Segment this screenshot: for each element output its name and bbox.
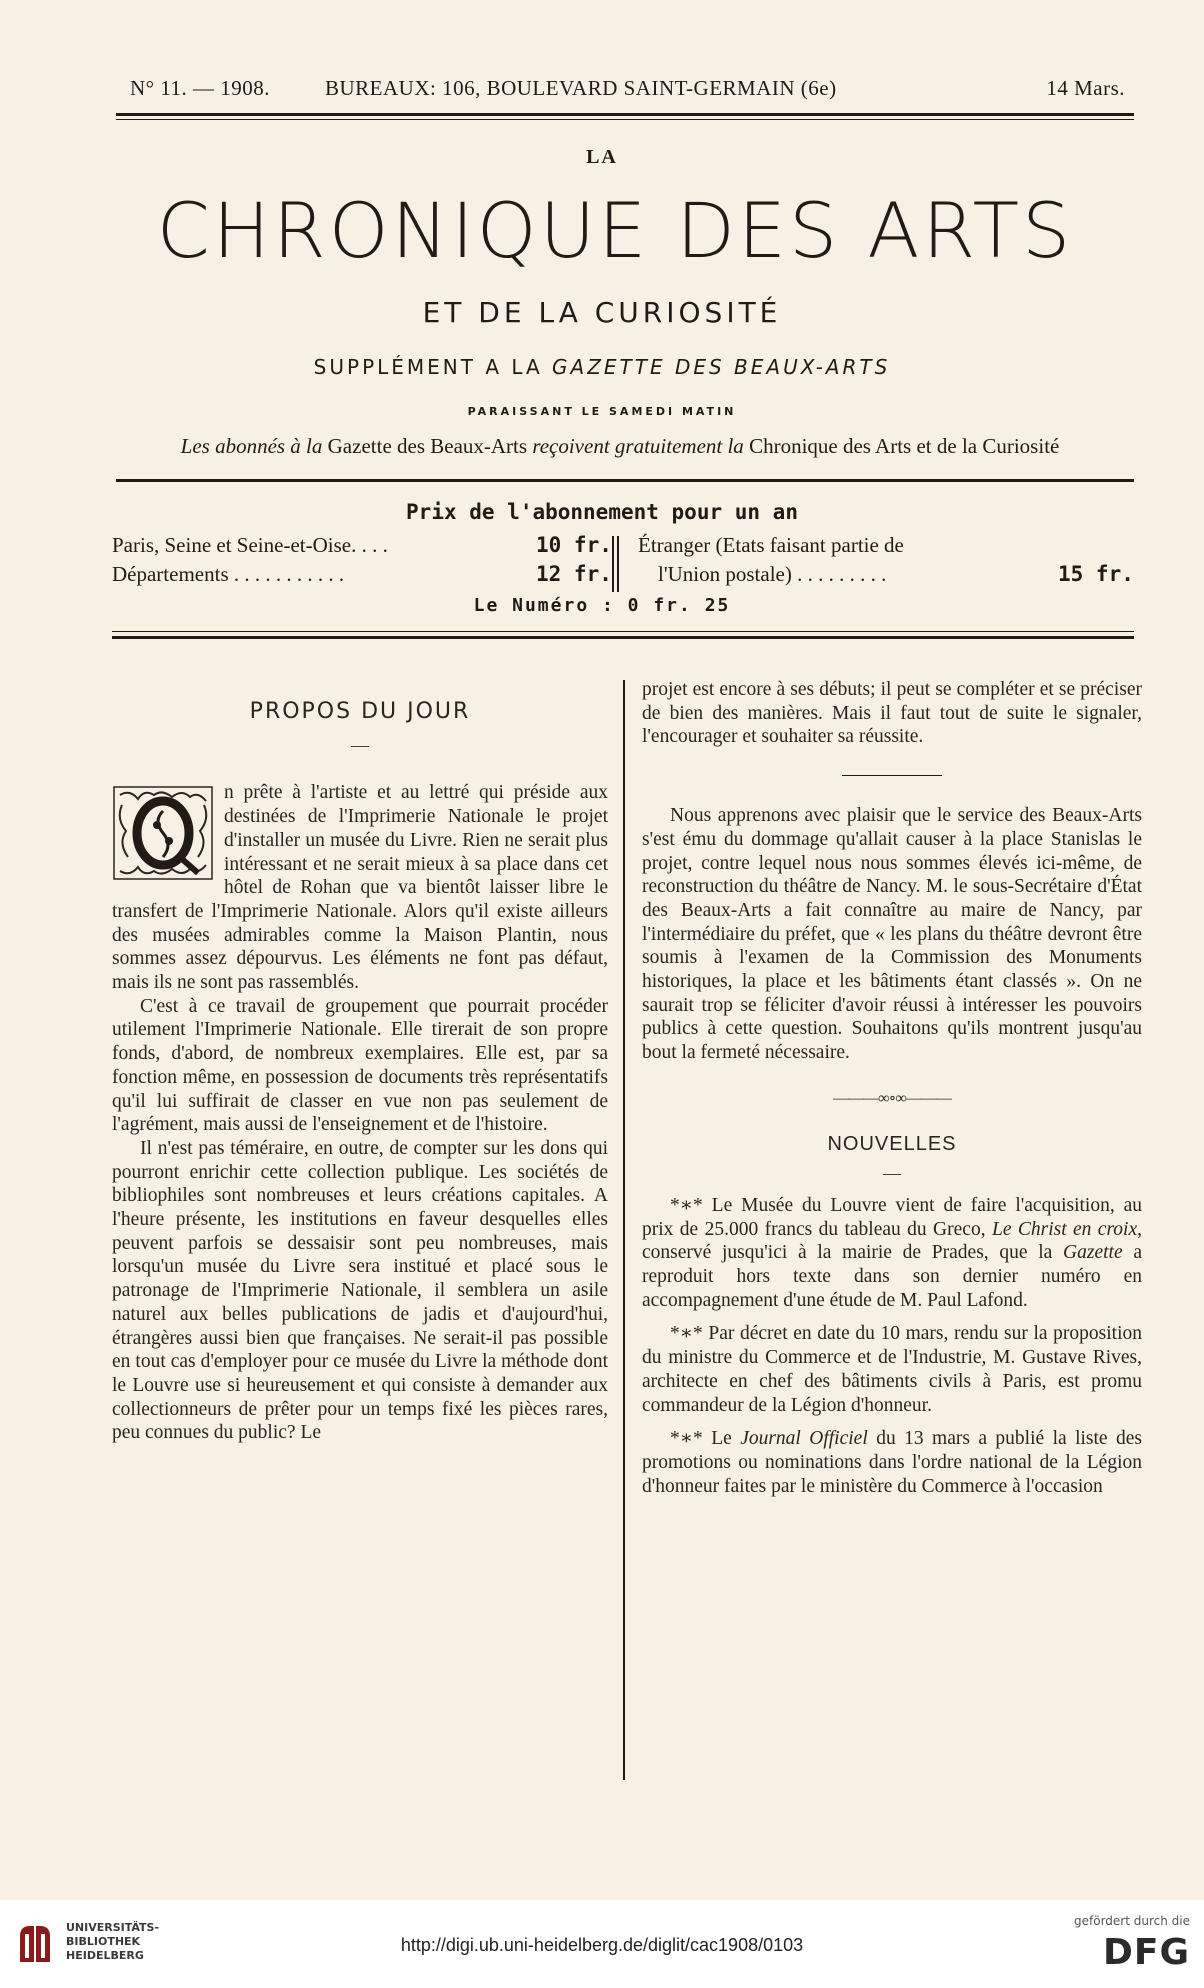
news-item-louvre <box>642 1194 1142 1313</box>
foreign-price: 15 fr. <box>1058 562 1134 586</box>
subscribers-text-4: Chronique des Arts et de la Curiosité <box>749 434 1060 458</box>
dfg-logo: DFG <box>1102 1932 1190 1973</box>
right-column <box>642 678 1142 1498</box>
subscription-rule <box>112 636 1134 639</box>
asterism-icon: *∗* <box>670 1428 703 1450</box>
subscription-rule-thin <box>112 631 1134 632</box>
news-journal-title: Journal Officiel <box>740 1428 868 1450</box>
news-louvre-text-c: , conservé jusqu'ici à la mairie de Prades, que la <box>642 1218 1143 1264</box>
news-louvre-text-a: Le Musée du Louvre vient de faire l'acquisition, au prix de 25.000 francs du tableau du Greco, <box>642 1194 1142 1240</box>
ornamental-separator: ———∞∘∞——— <box>833 1089 951 1107</box>
propos-paragraph-3: Il n'est pas téméraire, en outre, de compter sur les dons qui pourront enrichir cette collection publique. Les sociétés de bibliophiles sont nombreuses et leurs créations capitales. A l'heure présente, les institutions en faveur desquelles elles peuvent parfois se dessaisir sont peu nombreuses, mais lorsqu'un musée du Livre sera institué et placé sous le patronage de l'Imprimerie Nationale, il semblera un asile naturel aux belles publications de jadis et d'aujourd'hui, étrangères aussi bien que françaises. Ne serait-il pas possible en tout cas d'employer pour ce musée du Livre la méthode dont le Louvre use si heureusement et qui consiste à demander aux collectionneurs de prêter pour un temps fixé les pièces rares, peu connues du public? Le <box>112 1137 608 1444</box>
subscription-divider-2 <box>617 536 619 592</box>
propos-dash: — <box>351 734 369 755</box>
supplement-prefix: SUPPLÉMENT A LA <box>313 355 543 379</box>
supplement-line <box>0 355 1204 379</box>
ornamental-dropcap-o-icon <box>112 785 214 881</box>
paris-price: 10 fr. <box>536 533 612 557</box>
funded-by-label: gefördert durch die <box>1074 1914 1190 1928</box>
propos-continuation: projet est encore à ses débuts; il peut se compléter et se préciser de bien des manières. Mais il faut tout de suite le signaler, l'encourager et souhaiter sa réussite. <box>642 679 1142 748</box>
nouvelles-title: NOUVELLES <box>827 1132 957 1155</box>
propos-title: PROPOS DU JOUR <box>249 699 471 724</box>
foreign-label-2: l'Union postale) . . . . . . . . . <box>658 562 887 586</box>
supplement-title: GAZETTE DES BEAUX-ARTS <box>552 355 891 379</box>
asterism-icon: *∗* <box>670 1323 703 1345</box>
news-decret-text: Par décret en date du 10 mars, rendu sur la proposition du ministre du Commerce et de l'Industrie, M. Gustave Rives, architecte en chef des bâtiments civils à Paris, est promu commandeur de la Légion d'honneur. <box>642 1323 1142 1416</box>
subscribers-text-3: reçoivent gratuitement la <box>532 434 744 458</box>
bureaux-address: BUREAUX: 106, BOULEVARD SAINT-GERMAIN (6e) <box>325 76 837 100</box>
left-column <box>112 700 608 1445</box>
short-separator <box>842 775 942 776</box>
subscription-title: Prix de l'abonnement pour un an <box>406 500 798 524</box>
digital-library-link[interactable]: http://digi.ub.uni-heidelberg.de/diglit/cac1908/0103 <box>400 1935 804 1955</box>
subscribers-line <box>110 434 1130 459</box>
column-divider <box>623 680 625 1780</box>
news-journal-text-a: Le <box>711 1428 732 1450</box>
nouvelles-dash: — <box>883 1163 901 1184</box>
news-item-decret <box>642 1322 1142 1417</box>
news-louvre-gazette: Gazette <box>1063 1242 1123 1264</box>
propos-paragraph-1 <box>112 781 608 994</box>
library-name-line-1: UNIVERSITÄTS- <box>66 1921 160 1934</box>
propos-paragraph-1-text: n prête à l'artiste et au lettré qui préside aux destinées de l'Imprimerie Nationale le projet d'installer un musée du Livre. Rien ne serait plus intéressant et ne serait mieux à sa place dans cet hôtel de Rohan que va bientôt laisser libre le transfert de l'Imprimerie Nationale. Alors qu'il existe ailleurs des musées admirables comme la Maison Plantin, nous sommes assez dépourvus. Les éléments ne font pas défaut, mais ils ne sont pas rassemblés. <box>112 782 608 994</box>
issue-number: N° 11. — 1908. <box>130 76 271 100</box>
masthead-title: CHRONIQUE DES ARTS <box>156 186 1074 275</box>
paris-label: Paris, Seine et Seine-et-Oise. . . . <box>112 533 388 557</box>
propos-paragraph-2: C'est à ce travail de groupement que pourrait procéder utilement l'Imprimerie Nationale. Elle tirerait de son propre fonds, d'abord, de nombreux exemplaires. Elle est, par sa fonction même, en possession de documents très représentatifs qu'il lui suffirait de classer en vue non pas seulement de l'agrément, mais aussi de l'enseignement et de l'histoire. <box>112 995 608 1136</box>
header-rule <box>116 113 1134 116</box>
library-name-line-2: BIBLIOTHEK <box>66 1935 141 1948</box>
news-journal-text-c: du 13 mars a publié la liste des promotions ou nominations dans l'ordre national de la Légion d'honneur faites par le ministère du Commerce à l'occasion <box>642 1428 1142 1497</box>
subscribers-text-2: Gazette des Beaux-Arts <box>327 434 528 458</box>
header-rule-thin <box>116 119 1134 120</box>
masthead-subtitle: ET DE LA CURIOSITÉ <box>422 296 782 329</box>
news-louvre-text-e: a reproduit hors texte dans son dernier numéro en accompagnement d'une étude de M. Paul Lafond. <box>642 1242 1142 1311</box>
masthead-la: LA <box>586 146 618 168</box>
library-name-line-3: HEIDELBERG <box>66 1949 144 1962</box>
news-louvre-title: Le Christ en croix <box>991 1218 1138 1240</box>
asterism-icon: *∗* <box>670 1194 703 1216</box>
dept-label: Départements . . . . . . . . . . . <box>112 562 345 586</box>
masthead-rule <box>116 479 1134 482</box>
foreign-label-1: Étranger (Etats faisant partie de <box>638 533 904 557</box>
page-header <box>110 76 1125 106</box>
digitization-footer <box>0 1900 1204 1988</box>
issue-date: 14 Mars. <box>1046 76 1125 100</box>
dept-price: 12 fr. <box>536 562 612 586</box>
subscription-divider-1 <box>612 536 614 592</box>
news-item-journal <box>642 1427 1142 1498</box>
schedule-line: PARAISSANT LE SAMEDI MATIN <box>467 405 737 418</box>
subscribers-text-1: Les abonnés à la <box>180 434 323 458</box>
nancy-paragraph: Nous apprenons avec plaisir que le service des Beaux-Arts s'est ému du dommage qu'allait causer à la place Stanislas le projet, contre lequel nous nous sommes élevés ici-même, de reconstruction du théâtre de Nancy. M. le sous-Secrétaire d'État des Beaux-Arts a fait connaître au maire de Nancy, par l'intermédiaire du préfet, que « les plans du théâtre devront être soumis à l'examen de la Commission des Monuments historiques, la place et les bâtiments étant classés ». On ne saurait trop se féliciter d'avoir réussi à intéresser les pouvoirs publics à cette question. Souhaitons qu'ils montrent jusqu'au bout la fermeté nécessaire. <box>642 805 1142 1064</box>
single-issue-price: Le Numéro : 0 fr. 25 <box>473 595 731 616</box>
